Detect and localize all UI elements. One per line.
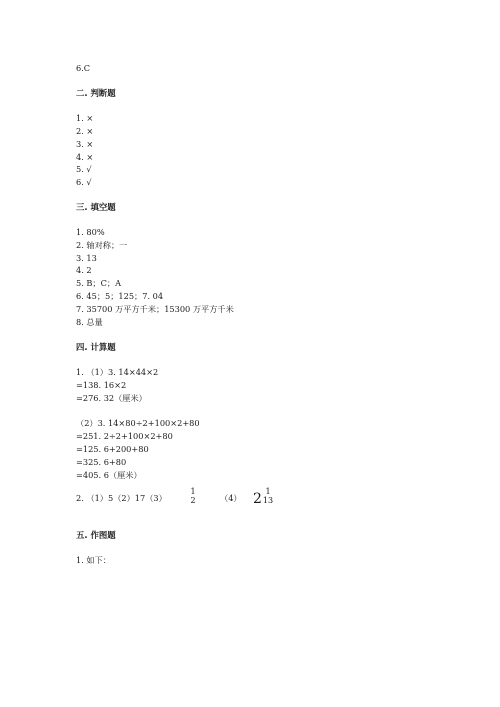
answer-line: 5. B；C；A xyxy=(76,278,121,288)
answer-line: 4. × xyxy=(76,152,94,162)
answer-line: 6. √ xyxy=(76,177,92,187)
calc-line: 2. （1）5（2）17（3） xyxy=(76,493,167,503)
answer-line: 3. × xyxy=(76,139,94,149)
calc-line: （2）3. 14×80÷2+100×2+80 xyxy=(76,418,200,428)
fraction-numerator: 1 xyxy=(265,487,271,496)
answer-line: 2. × xyxy=(76,126,94,136)
calc-line: =251. 2÷2+100×2+80 xyxy=(76,431,173,441)
calc-line: =138. 16×2 xyxy=(76,380,127,390)
section-heading-drawing: 五. 作图题 xyxy=(76,530,116,540)
fraction-denominator: 2 xyxy=(190,496,196,505)
calc-line: =325. 6+80 xyxy=(76,457,127,467)
answer-line: 7. 35700 万平方千米；15300 万平方千米 xyxy=(76,304,234,314)
calc-line: =405. 6（厘米） xyxy=(76,470,142,480)
section-heading-calculation: 四. 计算题 xyxy=(76,342,116,352)
answer-line: 3. 13 xyxy=(76,253,97,263)
fraction-one-half xyxy=(188,487,198,505)
fraction-denominator: 13 xyxy=(262,496,274,505)
fraction-one-thirteenth xyxy=(262,487,274,505)
answer-line: 6.C xyxy=(76,63,91,73)
answer-line: 1. 如下： xyxy=(76,555,111,565)
section-heading-fill-blank: 三. 填空题 xyxy=(76,202,116,212)
answer-line: 6. 45；5；125；7. 04 xyxy=(76,291,164,301)
section-heading-judgement: 二. 判断题 xyxy=(76,88,116,98)
calc-line: （4） xyxy=(220,493,242,503)
fraction-numerator: 1 xyxy=(190,487,196,496)
mixed-number-whole: 2 xyxy=(253,491,262,507)
answer-line: 5. √ xyxy=(76,164,92,174)
calc-line: =125. 6+200+80 xyxy=(76,444,149,454)
answer-line: 2. 轴对称；一 xyxy=(76,240,128,250)
answer-line: 1. × xyxy=(76,113,94,123)
calc-line: 1. （1）3. 14×44×2 xyxy=(76,367,159,377)
answer-line: 1. 80% xyxy=(76,227,105,237)
answer-line: 4. 2 xyxy=(76,265,92,275)
calc-line: =276. 32（厘米） xyxy=(76,393,147,403)
answer-line: 8. 总量 xyxy=(76,317,103,327)
